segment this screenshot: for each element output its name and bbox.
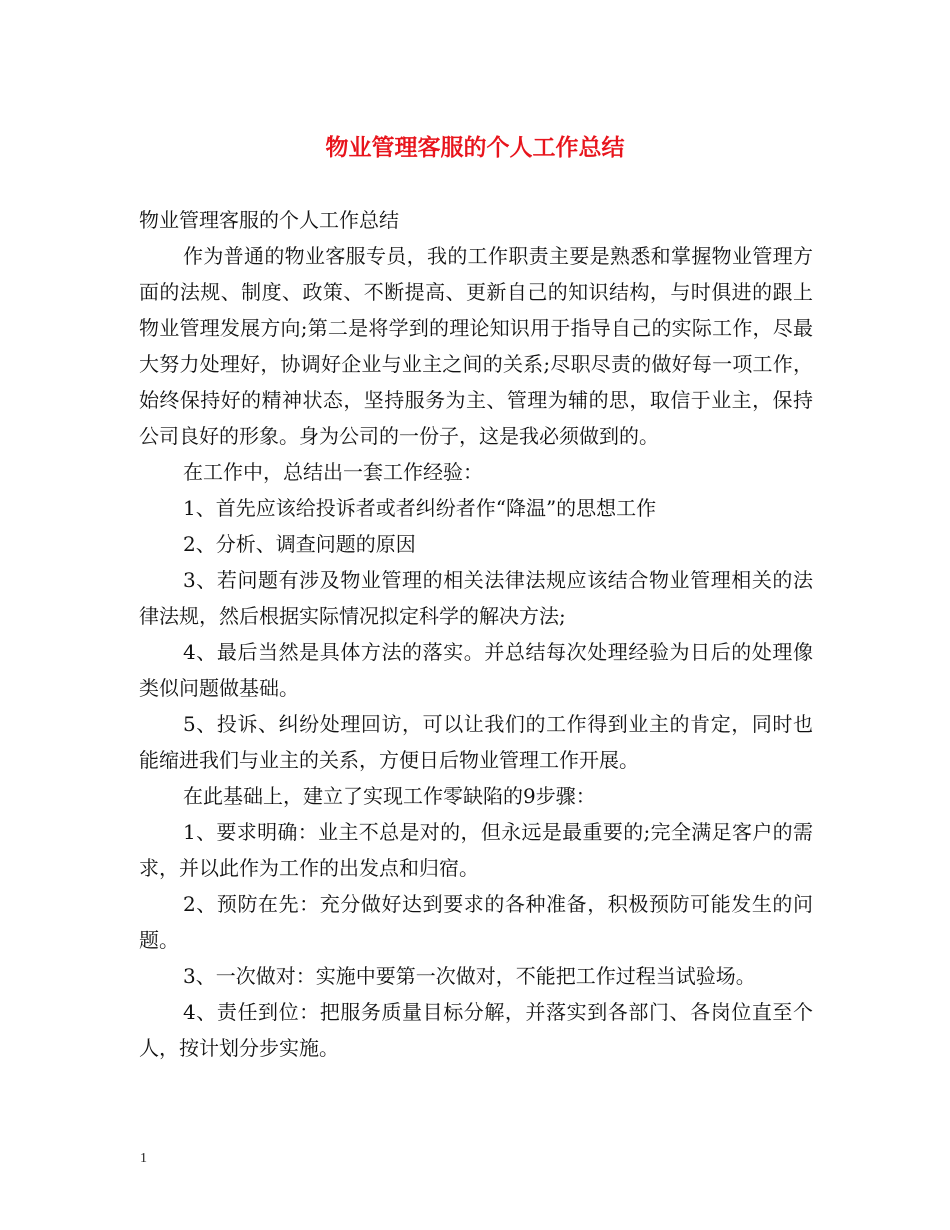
paragraph-steps-heading: 在此基础上，建立了实现工作零缺陷的9步骤： [183, 784, 596, 808]
paragraph-experience-heading: 在工作中，总结出一套工作经验： [183, 460, 483, 484]
paragraph-experience-2: 2、分析、调查问题的原因 [183, 532, 416, 556]
paragraph-experience-4: 4、最后当然是具体方法的落实。并总结每次处理经验为日后的处理像类似问题做基础。 [139, 640, 813, 700]
page-number: 1 [140, 1151, 147, 1166]
paragraph-step-4: 4、责任到位：把服务质量目标分解，并落实到各部门、各岗位直至个人，按计划分步实施。 [139, 1000, 813, 1060]
paragraph-experience-1: 1、首先应该给投诉者或者纠纷者作“降温”的思想工作 [183, 496, 657, 520]
paragraph-experience-3: 3、若问题有涉及物业管理的相关法律法规应该结合物业管理相关的法律法规，然后根据实际情况拟定科学的解决方法; [139, 568, 813, 628]
paragraph-step-1: 1、要求明确：业主不总是对的，但永远是最重要的;完全满足客户的需求，并以此作为工作的出发点和归宿。 [139, 820, 813, 880]
paragraph-step-2: 2、预防在先：充分做好达到要求的各种准备，积极预防可能发生的问题。 [139, 892, 813, 952]
document-body [139, 202, 813, 1066]
paragraph-experience-5: 5、投诉、纠纷处理回访，可以让我们的工作得到业主的肯定，同时也能缩进我们与业主的关系，方便日后物业管理工作开展。 [139, 712, 813, 772]
document-title: 物业管理客服的个人工作总结 [325, 134, 625, 161]
paragraph-step-3: 3、一次做对：实施中要第一次做对，不能把工作过程当试验场。 [183, 964, 756, 988]
paragraph-intro: 作为普通的物业客服专员，我的工作职责主要是熟悉和掌握物业管理方面的法规、制度、政策、不断提高、更新自己的知识结构，与时俱进的跟上物业管理发展方向;第二是将学到的理论知识用于指导自己的实际工作，尽最大努力处理好，协调好企业与业主之间的关系;尽职尽责的做好每一项工作，始终保持好的精神状态，坚持服务为主、管理为辅的思，取信于业主，保持公司良好的形象。身为公司的一份子，这是我必须做到的。 [139, 244, 813, 448]
body-heading: 物业管理客服的个人工作总结 [139, 208, 399, 232]
